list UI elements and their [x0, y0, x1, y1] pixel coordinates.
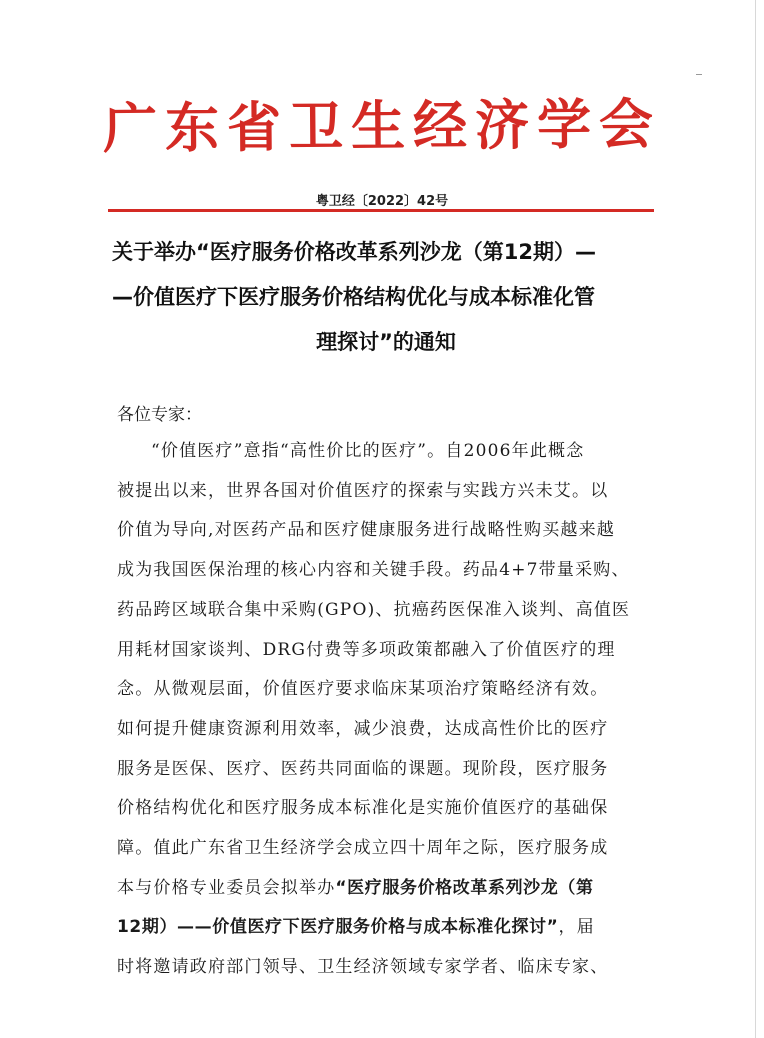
event-name-emphasis: “医疗服务价格改革系列沙龙（第 — [335, 877, 594, 898]
body-line: 服务是医保、医疗、医药共同面临的课题。现阶段，医疗服务 — [117, 758, 609, 779]
body-line: “价值医疗”意指“高性价比的医疗”。自2006年此概念 — [151, 441, 585, 461]
notice-title — [112, 230, 660, 365]
body-line: 如何提升健康资源利用效率，减少浪费，达成高性价比的医疗 — [117, 718, 609, 739]
organization-masthead: 广东省卫生经济学会 — [102, 91, 662, 161]
scan-mark — [696, 74, 702, 75]
title-line-1: 关于举办“医疗服务价格改革系列沙龙（第12期）— — [112, 240, 597, 264]
body-line: 障。值此广东省卫生经济学会成立四十周年之际，医疗服务成 — [117, 838, 609, 859]
body-line: 成为我国医保治理的核心内容和关键手段。药品4+7带量采购、 — [117, 560, 630, 581]
event-name-emphasis: 12期）——价值医疗下医疗服务价格与成本标准化探讨” — [117, 917, 559, 938]
title-line-2: —价值医疗下医疗服务价格结构优化与成本标准化管 — [112, 285, 595, 309]
body-line-suffix: ，届 — [558, 917, 595, 938]
body-line: 用耗材国家谈判、DRG付费等多项政策都融入了价值医疗的理 — [117, 639, 616, 660]
salutation: 各位专家： — [117, 405, 202, 425]
body-line — [117, 908, 657, 948]
body-line-prefix: 本与价格专业委员会拟举办 — [117, 877, 336, 898]
body-line: 时将邀请政府部门领导、卫生经济领域专家学者、临床专家、 — [117, 957, 609, 978]
body-line: 药品跨区域联合集中采购(GPO)、抗癌药医保准入谈判、高值医 — [117, 599, 631, 620]
body-line: 被提出以来，世界各国对价值医疗的探索与实践方兴未艾。以 — [117, 480, 609, 501]
body-line: 念。从微观层面，价值医疗要求临床某项治疗策略经济有效。 — [117, 679, 609, 700]
red-divider-line — [108, 209, 654, 212]
body-line: 价格结构优化和医疗服务成本标准化是实施价值医疗的基础保 — [117, 798, 609, 819]
title-line-3: 理探讨”的通知 — [316, 330, 456, 354]
body-line — [117, 869, 657, 909]
document-number: 粤卫经〔2022〕42号 — [315, 194, 449, 209]
body-paragraph — [117, 432, 657, 988]
body-line: 价值为导向,对医药产品和医疗健康服务进行战略性购买越来越 — [117, 520, 616, 541]
